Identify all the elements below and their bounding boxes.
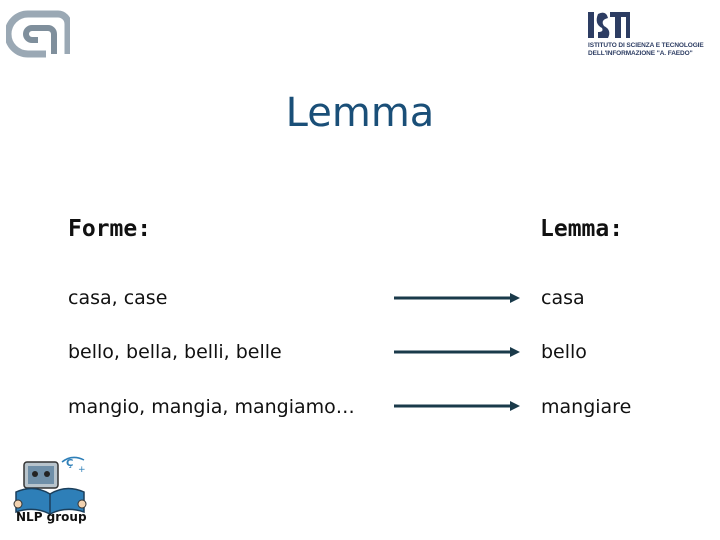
row-1-forms: casa, case: [68, 287, 168, 309]
nlp-group-logo-label: NLP group: [16, 510, 87, 524]
isti-logo-icon: [586, 10, 630, 40]
cnr-logo: [6, 6, 70, 62]
isti-logo-line-2: DELL'INFORMAZIONE "A. FAEDO": [588, 50, 693, 57]
svg-text:+: +: [78, 465, 86, 475]
isti-logo-line-1: ISTITUTO DI SCIENZA E TECNOLOGIE: [588, 42, 704, 49]
row-2-forms: bello, bella, belli, belle: [68, 341, 282, 363]
row-3-forms: mangio, mangia, mangiamo…: [68, 396, 355, 418]
svg-text:Ç: Ç: [66, 458, 74, 469]
cnr-logo-icon: [6, 6, 70, 62]
row-1-lemma: casa: [541, 287, 585, 309]
arrow-right-icon: [394, 346, 520, 358]
arrow-right-icon: [394, 292, 520, 304]
row-2-lemma: bello: [541, 341, 587, 363]
isti-logo: [584, 10, 712, 62]
forms-column-header: Forme:: [68, 216, 152, 242]
row-3-lemma: mangiare: [541, 396, 632, 418]
nlp-group-logo: [10, 452, 94, 530]
lemma-column-header: Lemma:: [540, 216, 624, 242]
arrow-right-icon: [394, 400, 520, 412]
slide-title: Lemma: [285, 90, 435, 136]
isti-logo-text: [588, 42, 714, 58]
